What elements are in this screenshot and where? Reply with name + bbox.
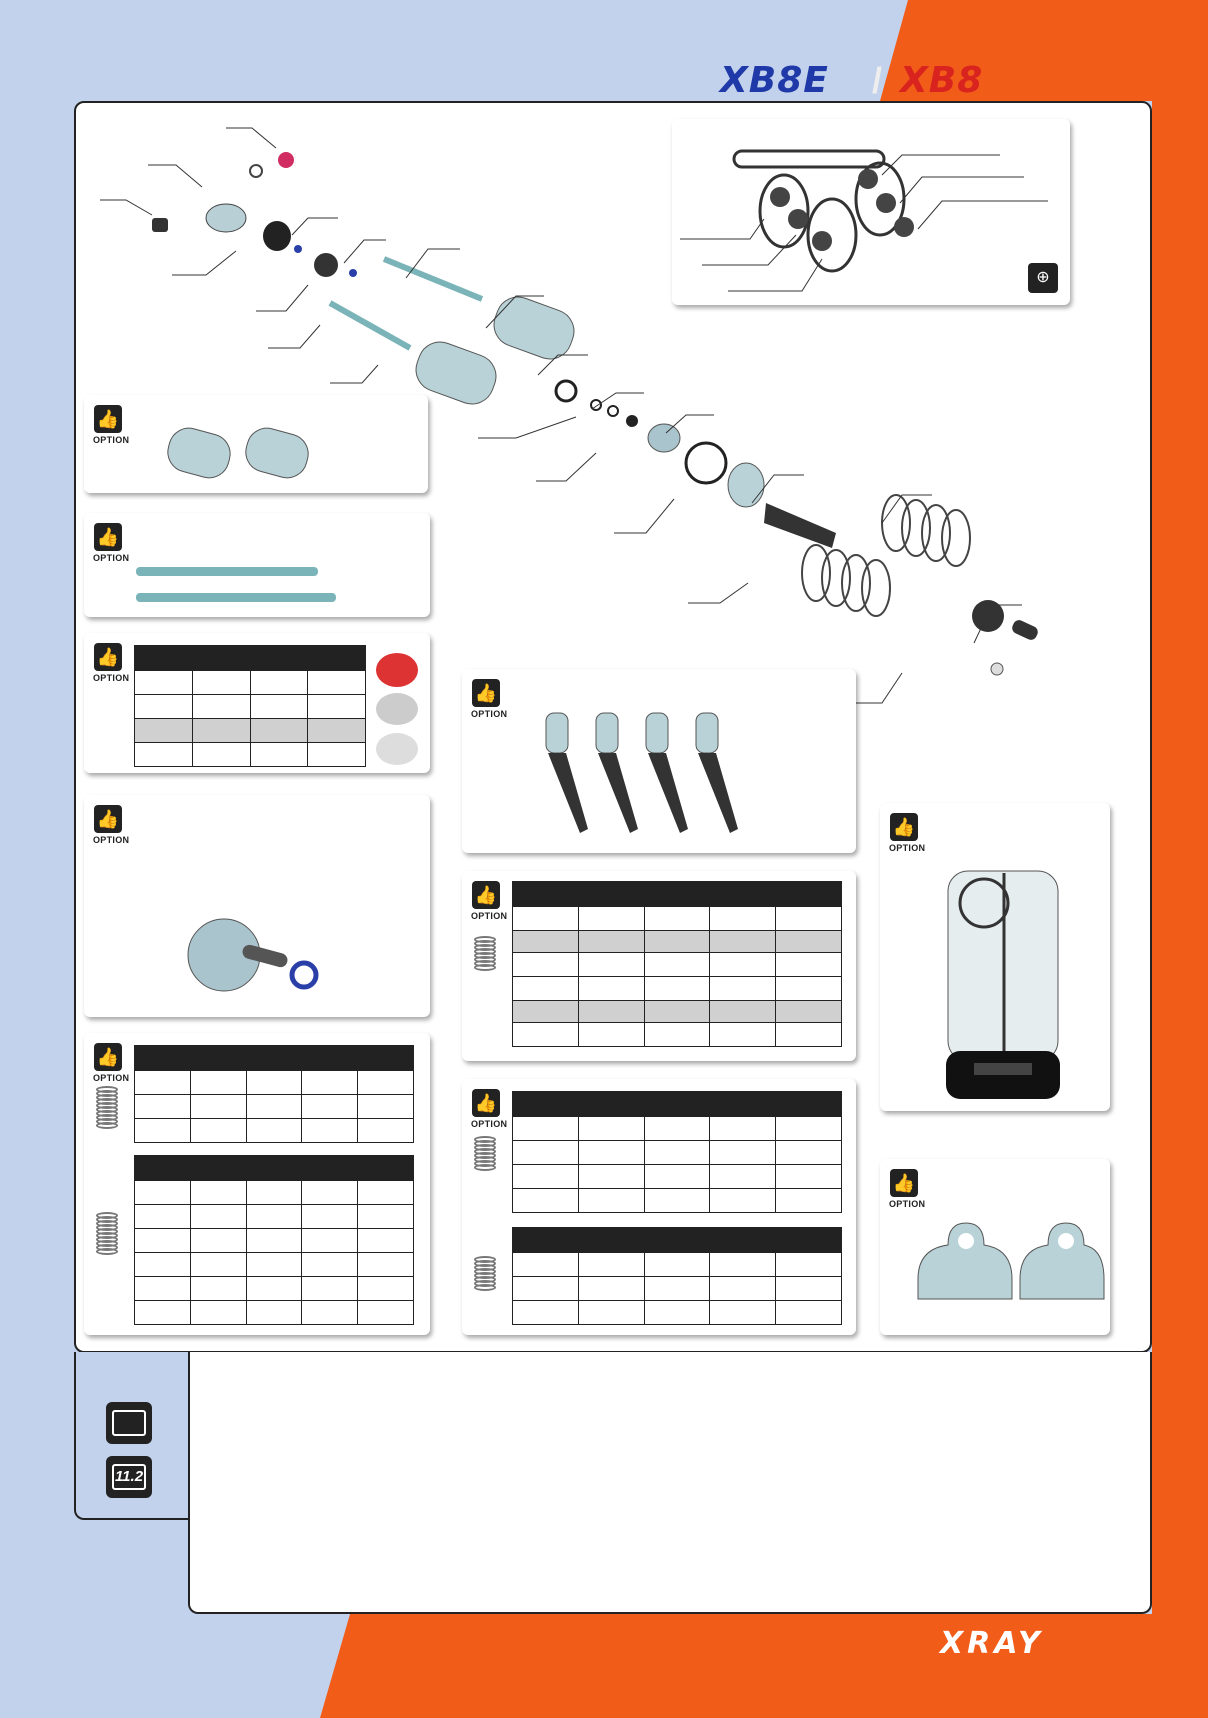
thumbs-up-icon: 👍 <box>94 405 122 433</box>
option-card-assembled-shocks <box>462 669 856 853</box>
brand-xb8e: XB8E <box>720 60 829 101</box>
spring-icon <box>474 1259 496 1291</box>
sprue-illustration <box>672 119 1070 305</box>
springs-table-upper <box>512 1091 842 1213</box>
option-label: OPTION <box>889 843 926 853</box>
thumbs-up-icon: 👍 <box>472 881 500 909</box>
option-label: OPTION <box>471 911 508 921</box>
piston-red-icon <box>376 653 418 687</box>
thumbs-up-icon: 👍 <box>890 813 918 841</box>
assembled-shocks-illustration <box>538 709 758 843</box>
brand-separator: / <box>872 60 883 101</box>
option-label: OPTION <box>93 673 130 683</box>
springs-table-mid <box>512 881 842 1047</box>
cap-membrane-illustration <box>184 905 324 995</box>
piston-white-icon <box>376 733 418 765</box>
thumbs-up-icon: 👍 <box>472 679 500 707</box>
shock-stand-illustration <box>944 863 1064 1107</box>
springs-table-lower <box>512 1227 842 1325</box>
thumbs-up-icon: 👍 <box>94 805 122 833</box>
piston-sprue-inset <box>672 119 1070 305</box>
spring-part <box>802 495 970 616</box>
option-card-springs-1 <box>84 1033 430 1335</box>
option-card-shafts <box>84 513 430 617</box>
shaft-part <box>384 259 482 299</box>
magnifier-icon: ⊕ <box>1028 263 1058 293</box>
springs-table-bottom <box>134 1155 414 1325</box>
option-label: OPTION <box>93 835 130 845</box>
option-card-springs-3 <box>462 1079 856 1335</box>
boot-part <box>764 503 836 548</box>
calendar-icon: 11.2 <box>106 1456 152 1498</box>
shock-bodies-illustration <box>164 425 324 485</box>
shaft-illustration <box>136 567 318 576</box>
calendar-icon <box>106 1402 152 1444</box>
spring-icon <box>96 1089 118 1129</box>
thumbs-up-icon: 👍 <box>890 1169 918 1197</box>
option-card-shock-stand <box>880 803 1110 1111</box>
option-label: OPTION <box>93 435 130 445</box>
option-label: OPTION <box>93 553 130 563</box>
spring-icon <box>474 939 496 971</box>
option-card-shock-caps <box>880 1159 1110 1335</box>
brand-xb8: XB8 <box>900 60 984 101</box>
shock-body-part <box>488 291 580 365</box>
thumbs-up-icon: 👍 <box>94 1043 122 1071</box>
thumbs-up-icon: 👍 <box>94 643 122 671</box>
thumbs-up-icon: 👍 <box>94 523 122 551</box>
piston-gray-icon <box>376 693 418 725</box>
option-card-cap-membrane <box>84 795 430 1017</box>
xray-logo: XRAY <box>940 1626 1044 1661</box>
option-card-shock-bodies <box>84 395 428 493</box>
spring-icon <box>474 1139 496 1171</box>
main-panel <box>74 101 1152 1353</box>
springs-table-top <box>134 1045 414 1143</box>
shaft-illustration <box>136 593 336 602</box>
option-card-pistons <box>84 633 430 773</box>
shaft-part <box>330 303 410 348</box>
option-label: OPTION <box>471 709 508 719</box>
thumbs-up-icon: 👍 <box>472 1089 500 1117</box>
pistons-table <box>134 645 366 767</box>
lower-panel <box>188 1352 1152 1614</box>
option-label: OPTION <box>93 1073 130 1083</box>
spring-icon <box>96 1215 118 1255</box>
option-card-springs-2 <box>462 871 856 1061</box>
option-label: OPTION <box>889 1199 926 1209</box>
shock-caps-illustration <box>908 1219 1108 1319</box>
option-label: OPTION <box>471 1119 508 1129</box>
